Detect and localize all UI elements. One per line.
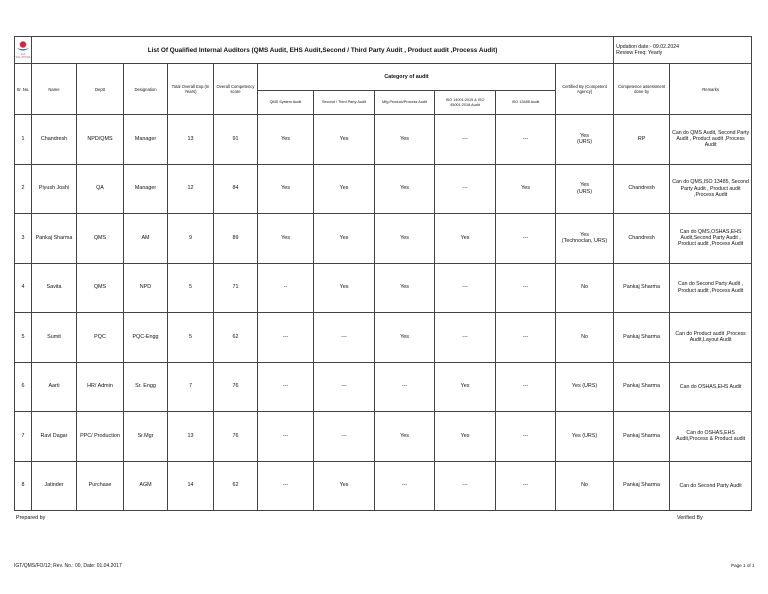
certified-by-cell: Yes (Technoclan, URS) (556, 214, 614, 264)
assessed-by-cell: Pankaj Sharma (614, 461, 670, 511)
iso14001-cell: --- (435, 461, 496, 511)
col-header-iso14001-45001: ISO 14001:2015 & ISO 45001:2018 Audit (435, 91, 496, 115)
category-of-audit-header: Category of audit (258, 64, 556, 91)
second-third-party-cell: --- (314, 412, 375, 462)
experience-cell: 13 (168, 115, 214, 165)
table-row (15, 263, 752, 313)
iso13485-cell: Yes (496, 164, 556, 214)
second-third-party-cell: Yes (314, 214, 375, 264)
col-header-deptt: Deptt (77, 64, 124, 115)
name-cell: Savita (32, 263, 77, 313)
assessed-by-cell: Pankaj Sharma (614, 263, 670, 313)
remarks-cell: Can do OSHAS,EHS Audit (670, 362, 752, 412)
qms-audit-cell: Yes (258, 164, 314, 214)
remarks-cell: Can do QMS Audit, Second Party Audit , Product audit ,Process Audit (670, 115, 752, 165)
assessed-by-cell: Chandresh (614, 164, 670, 214)
qms-audit-cell: --- (258, 461, 314, 511)
name-cell: Aarti (32, 362, 77, 412)
experience-cell: 5 (168, 263, 214, 313)
logo-cell (15, 37, 32, 64)
review-frequency: Review Freq: Yearly (616, 50, 663, 56)
iso14001-cell: Yes (435, 362, 496, 412)
mfg-product-process-cell: --- (375, 362, 435, 412)
assessed-by-cell: Chandresh (614, 214, 670, 264)
second-third-party-cell: Yes (314, 461, 375, 511)
col-header-mfg-product-process: Mfg.Product/Process Audit (375, 91, 435, 115)
remarks-cell: Can do Product audit ,Process Audit,Layout Audit (670, 313, 752, 363)
iso14001-cell: Yes (435, 214, 496, 264)
auditors-table (14, 36, 752, 511)
mfg-product-process-cell: Yes (375, 214, 435, 264)
col-header-second-third-party: Second / Third Party Audit (314, 91, 375, 115)
designation-cell: PQC-Engg (124, 313, 168, 363)
col-header-designation: Designation (124, 64, 168, 115)
certified-by-cell: Yes (URS) (556, 164, 614, 214)
name-cell: Ravi Dagar (32, 412, 77, 462)
designation-cell: Manager (124, 164, 168, 214)
col-header-assessment-by: Competence assessment done by (614, 64, 670, 115)
remarks-cell: Can do Second Party Audit , Product audit ,Process Audit (670, 263, 752, 313)
designation-cell: AM (124, 214, 168, 264)
experience-cell: 14 (168, 461, 214, 511)
name-cell: Sumit (32, 313, 77, 363)
col-header-name: Name (32, 64, 77, 115)
dept-cell: HR/ Admin (77, 362, 124, 412)
qms-audit-cell: --- (258, 362, 314, 412)
score-cell: 76 (214, 412, 258, 462)
second-third-party-cell: Yes (314, 164, 375, 214)
second-third-party-cell: Yes (314, 263, 375, 313)
company-logo-icon (16, 41, 30, 52)
sr-no-cell: 6 (15, 362, 32, 412)
table-row (15, 461, 752, 511)
page-number: Page 1 of 1 (731, 563, 755, 568)
dept-cell: QA (77, 164, 124, 214)
score-cell: 91 (214, 115, 258, 165)
col-header-remarks: Remarks (670, 64, 752, 115)
mfg-product-process-cell: --- (375, 461, 435, 511)
table-row (15, 164, 752, 214)
table-row (15, 412, 752, 462)
prepared-by-label: Prepared by (16, 515, 46, 521)
logo-caption: IGT SOLUTIONS (15, 53, 31, 59)
second-third-party-cell: Yes (314, 115, 375, 165)
experience-cell: 9 (168, 214, 214, 264)
name-cell: Jatinder (32, 461, 77, 511)
qms-audit-cell: Yes (258, 214, 314, 264)
iso13485-cell: --- (496, 313, 556, 363)
remarks-cell: Can do QMS,OSHAS,EHS Audit,Second Party Audit , Product audit ,Process Audit (670, 214, 752, 264)
certified-by-cell: No (556, 263, 614, 313)
qms-audit-cell: --- (258, 313, 314, 363)
table-row (15, 362, 752, 412)
page-title: List Of Qualified Internal Auditors (QMS Audit, EHS Audit,Second / Third Party Audit , Product audit ,Process Audit) (32, 37, 614, 64)
score-cell: 62 (214, 313, 258, 363)
remarks-cell: Can do OSHAS,EHS Audit,Process & Product audit (670, 412, 752, 462)
dept-cell: QMS (77, 263, 124, 313)
mfg-product-process-cell: Yes (375, 412, 435, 462)
certified-by-cell: Yes (URS) (556, 115, 614, 165)
col-header-score: Overall Competency score (214, 64, 258, 115)
col-header-experience: Total Overall Exp.(In Years) (168, 64, 214, 115)
sr-no-cell: 1 (15, 115, 32, 165)
table-row (15, 313, 752, 363)
header-row-1 (15, 64, 752, 91)
verified-by-label: Verified By (677, 515, 703, 521)
qms-audit-cell: -- (258, 263, 314, 313)
designation-cell: Sr. Engg (124, 362, 168, 412)
iso14001-cell: --- (435, 164, 496, 214)
experience-cell: 5 (168, 313, 214, 363)
iso13485-cell: --- (496, 115, 556, 165)
remarks-cell: Can do QMS,ISO 13485, Second Party Audit , Product audit ,Process Audit (670, 164, 752, 214)
document-reference: IGT/QMS/FO/12; Rev. No.: 00, Date: 01.04.2017 (14, 563, 122, 569)
designation-cell: NPD (124, 263, 168, 313)
second-third-party-cell: --- (314, 313, 375, 363)
iso13485-cell: --- (496, 412, 556, 462)
sr-no-cell: 5 (15, 313, 32, 363)
dept-cell: PQC (77, 313, 124, 363)
name-cell: Pankaj Sharma (32, 214, 77, 264)
col-header-iso13485: ISO 13485 Audit (496, 91, 556, 115)
iso14001-cell: --- (435, 263, 496, 313)
iso13485-cell: --- (496, 362, 556, 412)
certified-by-cell: Yes (URS) (556, 412, 614, 462)
mfg-product-process-cell: Yes (375, 164, 435, 214)
designation-cell: Manager (124, 115, 168, 165)
sr-no-cell: 2 (15, 164, 32, 214)
experience-cell: 7 (168, 362, 214, 412)
col-header-qms-audit: QMS System Audit (258, 91, 314, 115)
sr-no-cell: 4 (15, 263, 32, 313)
iso14001-cell: Yes (435, 412, 496, 462)
sr-no-cell: 8 (15, 461, 32, 511)
certified-by-cell: No (556, 313, 614, 363)
assessed-by-cell: Pankaj Sharma (614, 313, 670, 363)
iso13485-cell: --- (496, 214, 556, 264)
qms-audit-cell: --- (258, 412, 314, 462)
iso14001-cell: --- (435, 313, 496, 363)
designation-cell: Sr.Mgr (124, 412, 168, 462)
assessed-by-cell: RP (614, 115, 670, 165)
experience-cell: 12 (168, 164, 214, 214)
assessed-by-cell: Pankaj Sharma (614, 362, 670, 412)
iso13485-cell: --- (496, 263, 556, 313)
sr-no-cell: 7 (15, 412, 32, 462)
second-third-party-cell: --- (314, 362, 375, 412)
update-date: Updation date:- 09.02.2024 (616, 43, 679, 50)
qms-audit-cell: Yes (258, 115, 314, 165)
col-header-certified-by: Certified By (Competent Agency) (556, 64, 614, 115)
remarks-cell: Can do Second Party Audit (670, 461, 752, 511)
dept-cell: NPD/QMS (77, 115, 124, 165)
score-cell: 62 (214, 461, 258, 511)
dept-cell: PPC/ Production (77, 412, 124, 462)
table-row (15, 115, 752, 165)
assessed-by-cell: Pankaj Sharma (614, 412, 670, 462)
title-row (15, 37, 752, 64)
iso14001-cell: --- (435, 115, 496, 165)
name-cell: Chandresh (32, 115, 77, 165)
update-info (614, 37, 752, 64)
score-cell: 89 (214, 214, 258, 264)
sr-no-cell: 3 (15, 214, 32, 264)
mfg-product-process-cell: Yes (375, 313, 435, 363)
mfg-product-process-cell: Yes (375, 115, 435, 165)
table-row (15, 214, 752, 264)
mfg-product-process-cell: Yes (375, 263, 435, 313)
score-cell: 71 (214, 263, 258, 313)
experience-cell: 13 (168, 412, 214, 462)
designation-cell: AGM (124, 461, 168, 511)
certified-by-cell: Yes (URS) (556, 362, 614, 412)
iso13485-cell: --- (496, 461, 556, 511)
dept-cell: QMS (77, 214, 124, 264)
dept-cell: Purchase (77, 461, 124, 511)
name-cell: Piyush Joshi (32, 164, 77, 214)
certified-by-cell: No (556, 461, 614, 511)
score-cell: 76 (214, 362, 258, 412)
score-cell: 84 (214, 164, 258, 214)
col-header-sr-no: Sr. No. (15, 64, 32, 115)
